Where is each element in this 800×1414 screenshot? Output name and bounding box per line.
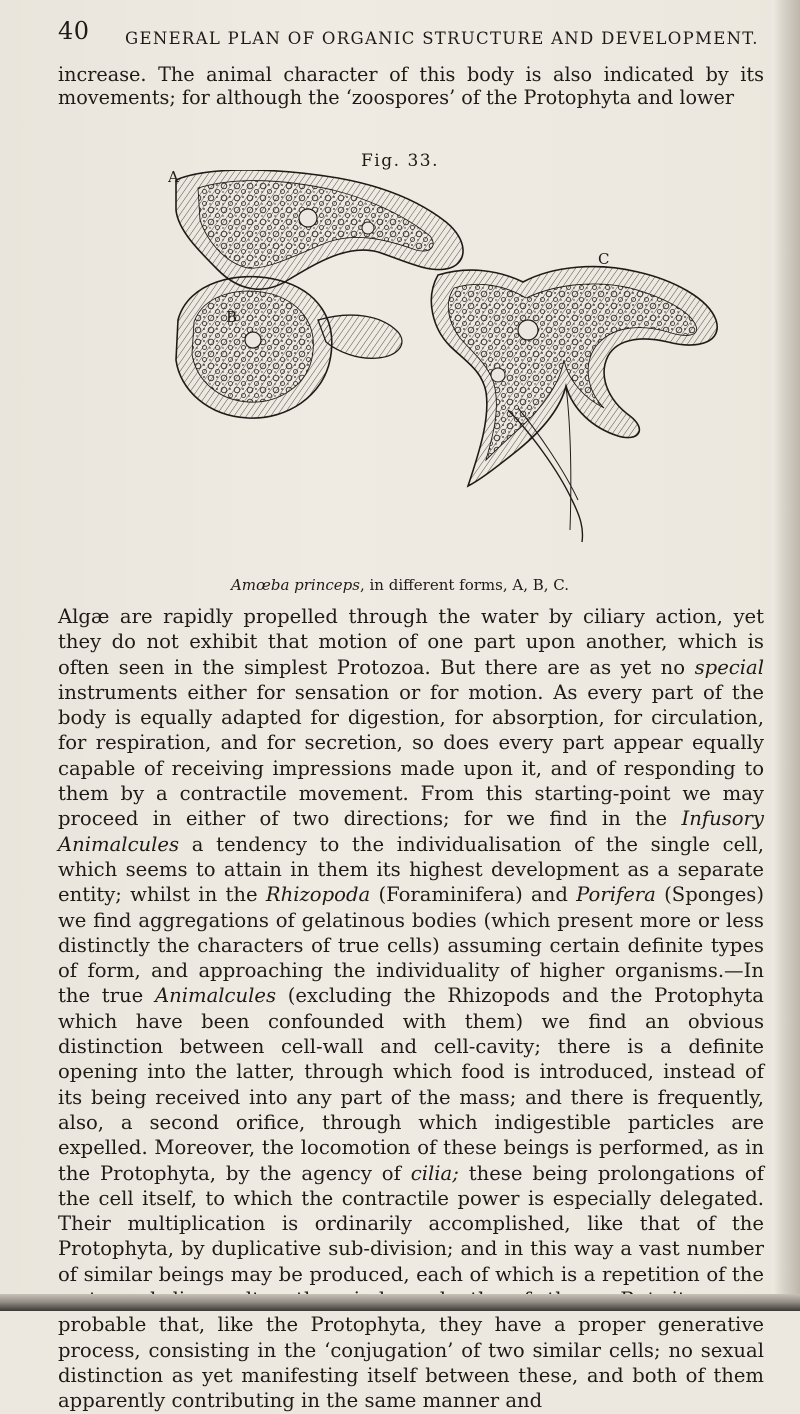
label-c: C: [598, 250, 610, 268]
body-italic-term: Animalcules: [154, 984, 277, 1008]
label-a: A: [168, 170, 179, 186]
body-italic-term: Rhizopoda: [265, 883, 371, 907]
body-text-run: these being prolongations of the cell itself, to which the contractile power is especially delegated. Their multiplication is ordinarily accomplished, like that of the Protophyta, by duplicative sub-division; and in this way a vast number of similar beings may be produced, each of which is a repetition of the probable that, like the Protophyta, they have a proper generative process, consisting in the ‘conjugation’ of two similar cells; no sexual distinction as yet manifesting itself between these, and both of them apparently contributing in the same manner and: [58, 1161, 764, 1413]
figure-legend: [0, 576, 800, 594]
page-edge-shadow: [772, 0, 800, 1311]
figure-caption: Fig. 33.: [361, 151, 439, 171]
body-italic-term: special: [694, 655, 764, 679]
body-paragraph: [58, 604, 764, 1414]
running-head: GENERAL PLAN OF ORGANIC STRUCTURE AND DEVELOPMENT.: [125, 29, 759, 48]
label-b: B: [226, 308, 238, 326]
legend-species-name: Amœba princeps: [230, 576, 360, 594]
body-text-run: (Sponges) we find aggregations of gelatinous bodies (which present more or less distinctly the characters of true cells) assuming certain definite types of form, and approaching the individuality of higher organisms.—In the true: [58, 883, 765, 1008]
amoeba-form-b: [176, 277, 402, 418]
amoeba-form-c: [431, 250, 717, 542]
amoeba-illustration: [168, 170, 728, 570]
page-number: 40: [58, 17, 90, 45]
page-bottom-edge: [0, 1294, 800, 1311]
body-text-run: a tendency to the individualisation of the single cell, which seems to attain in them its highest development as a separate entity; whilst in the: [58, 832, 764, 907]
body-text-run: (excluding the Rhizopods and the Protophyta which have been confounded with them) we find an obvious distinction between cell-wall and cell-cavity; there is a definite opening into the latter, through which food is introduced, instead of its being received into any part of the mass; and there is frequently, also, a second orifice, through which indigestible particles are expelled. Moreover, the locomotion of these beings is performed, as in the Protophyta, by the agency of: [58, 984, 764, 1185]
legend-rest: , in different forms, A, B, C.: [359, 576, 570, 594]
amoeba-form-a: [168, 170, 463, 289]
body-text-run: (Foraminifera) and: [370, 883, 577, 907]
body-italic-term: Porifera: [576, 883, 656, 907]
body-text-run: instruments either for sensation or for motion. As every part of the body is equally adapted for digestion, for absorption, for circulation, for respiration, and for secretion, so does every part appear equally capable of receiving impressions made upon it, and of responding to them by a contractile movement. From this starting-point we may proceed in either of two directions; for we find in the: [58, 680, 764, 831]
intro-paragraph: increase. The animal character of this body is also indicated by its movements; for although the ‘zoospores’ of the Protophyta and lower: [58, 63, 764, 109]
body-text-run: Algæ are rapidly propelled through the water by ciliary action, yet they do not exhibit that motion of one part upon another, which is often seen in the simplest Protozoa. But there are as yet no: [58, 605, 764, 679]
body-italic-term: Infusory Animalcules: [58, 807, 764, 856]
body-italic-term: cilia;: [410, 1161, 459, 1185]
